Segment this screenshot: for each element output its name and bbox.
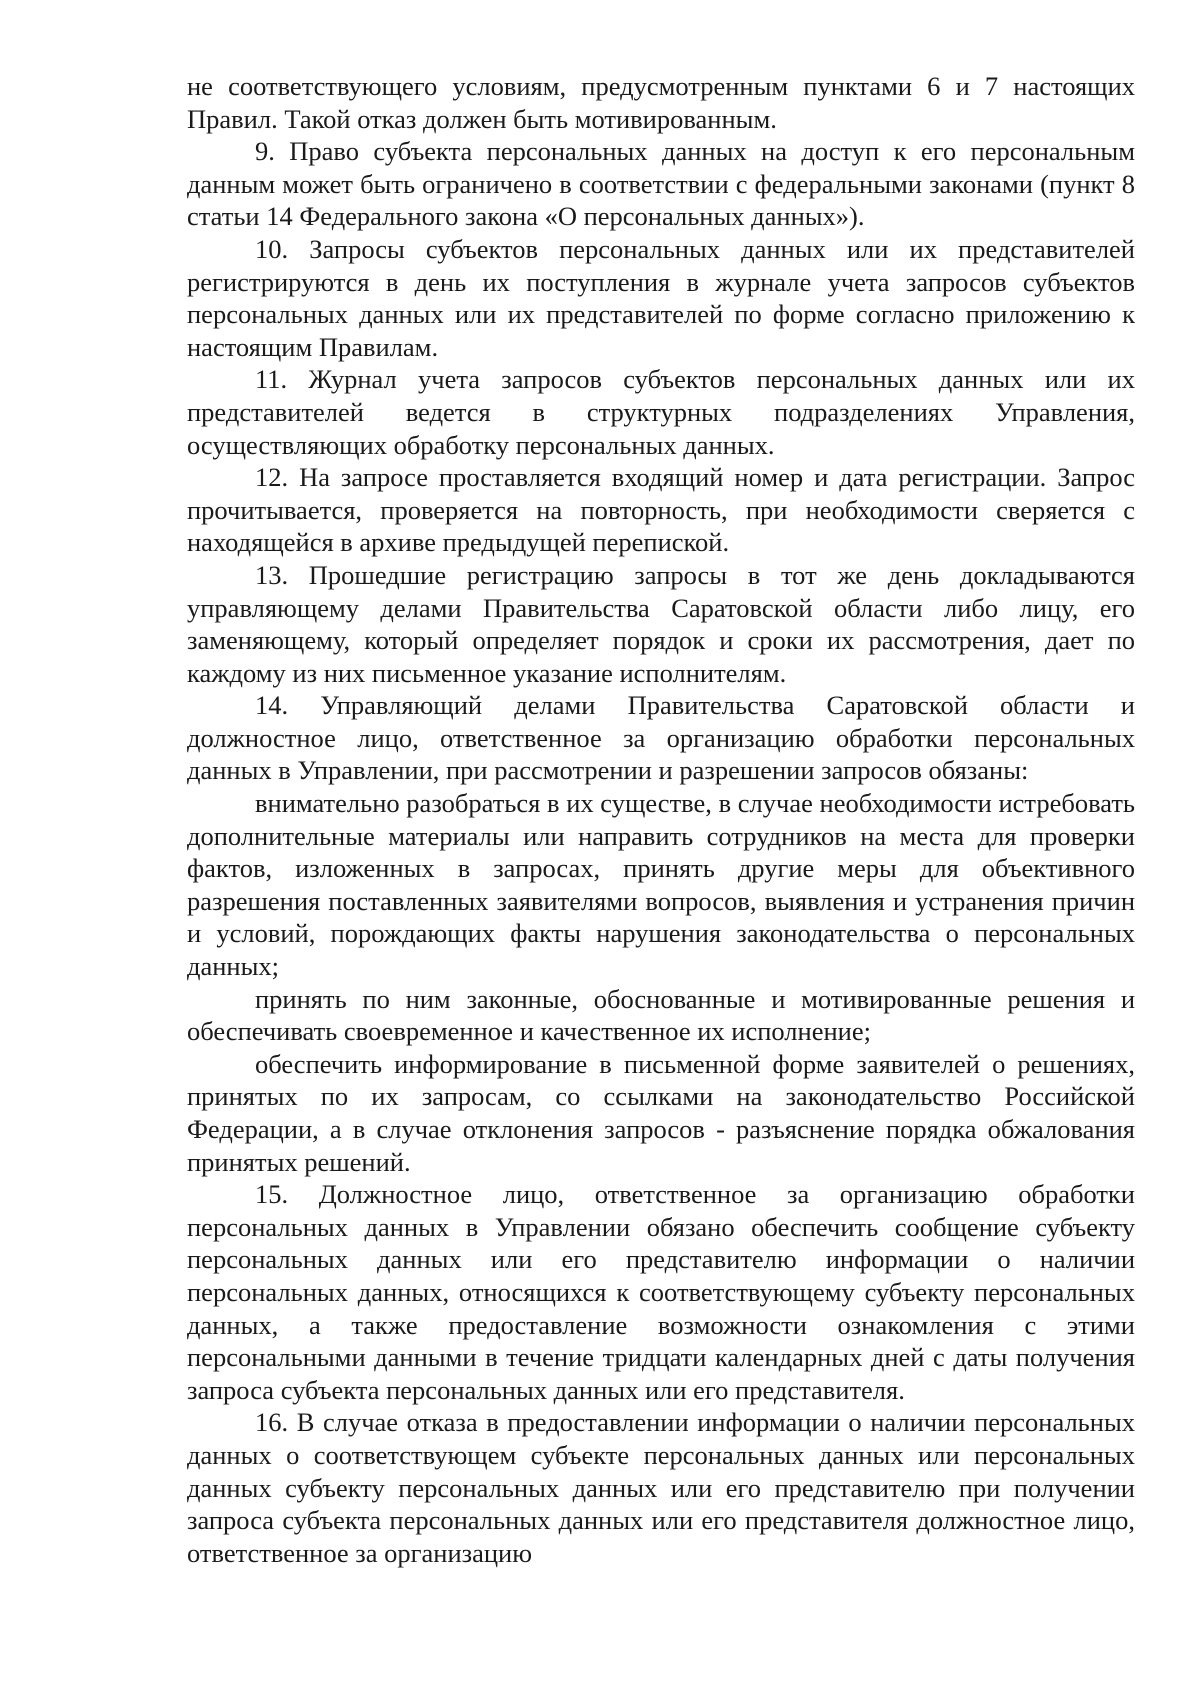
- paragraph-12: 12. На запросе проставляется входящий номер и дата регистрации. Запрос прочитывается, проверяется на повторность, при необходимости сверяется с находящейся в архиве предыдущей перепиской.: [187, 462, 1135, 558]
- paragraph-15: 15. Должностное лицо, ответственное за организацию обработки персональных данных в Управлении обязано обеспечить сообщение субъекту персональных данных или его представителю информации о наличии персональных данных, относящихся к соответствующему субъекту персональных данных, а также предоставление возможности ознакомления с этими персональными данными в течение тридцати календарных дней с даты получения запроса субъекта персональных данных или его представителя.: [187, 1179, 1135, 1405]
- paragraph-11: 11. Журнал учета запросов субъектов персональных данных или их представителей ведется в структурных подразделениях Управления, осуществляющих обработку персональных данных.: [187, 364, 1135, 460]
- paragraph-14-item-3: обеспечить информирование в письменной форме заявителей о решениях, принятых по их запросам, со ссылками на законодательство Российской Федерации, а в случае отклонения запросов - разъяснение порядка обжалования принятых решений.: [187, 1048, 1135, 1177]
- paragraph-continuation: не соответствующего условиям, предусмотренным пунктами 6 и 7 настоящих Правил. Такой отказ должен быть мотивированным.: [187, 71, 1135, 134]
- paragraph-9: 9. Право субъекта персональных данных на доступ к его персональным данным может быть ограничено в соответствии с федеральными законами (пункт 8 статьи 14 Федерального закона «О персональных данных»).: [187, 136, 1135, 232]
- paragraph-14-item-2: принять по ним законные, обоснованные и мотивированные решения и обеспечивать своевременное и качественное их исполнение;: [187, 983, 1135, 1047]
- paragraph-10: 10. Запросы субъектов персональных данных или их представителей регистрируются в день их поступления в журнале учета запросов субъектов персональных данных или их представителей по форме согласно приложению к настоящим Правилам.: [187, 233, 1135, 362]
- paragraph-14-item-1: внимательно разобраться в их существе, в случае необходимости истребовать дополнительные материалы или направить сотрудников на места для проверки фактов, изложенных в запросах, принять другие меры для объективного разрешения поставленных заявителями вопросов, выявления и устранения причин и условий, порождающих факты нарушения законодательства о персональных данных;: [187, 788, 1135, 982]
- paragraph-13: 13. Прошедшие регистрацию запросы в тот же день докладываются управляющему делами Правительства Саратовской области либо лицу, его заменяющему, который определяет порядок и сроки их рассмотрения, дает по каждому из них письменное указание исполнителям.: [187, 559, 1135, 688]
- paragraph-16: 16. В случае отказа в предоставлении информации о наличии персональных данных о соответствующем субъекте персональных данных или персональных данных субъекту персональных данных или его представителю при получении запроса субъекта персональных данных или его представителя должностное лицо, ответственное за организацию: [187, 1407, 1135, 1568]
- paragraph-14: 14. Управляющий делами Правительства Саратовской области и должностное лицо, ответственное за организацию обработки персональных данных в Управлении, при рассмотрении и разрешении запросов обязаны:: [187, 690, 1135, 786]
- document-page: [187, 70, 1135, 1569]
